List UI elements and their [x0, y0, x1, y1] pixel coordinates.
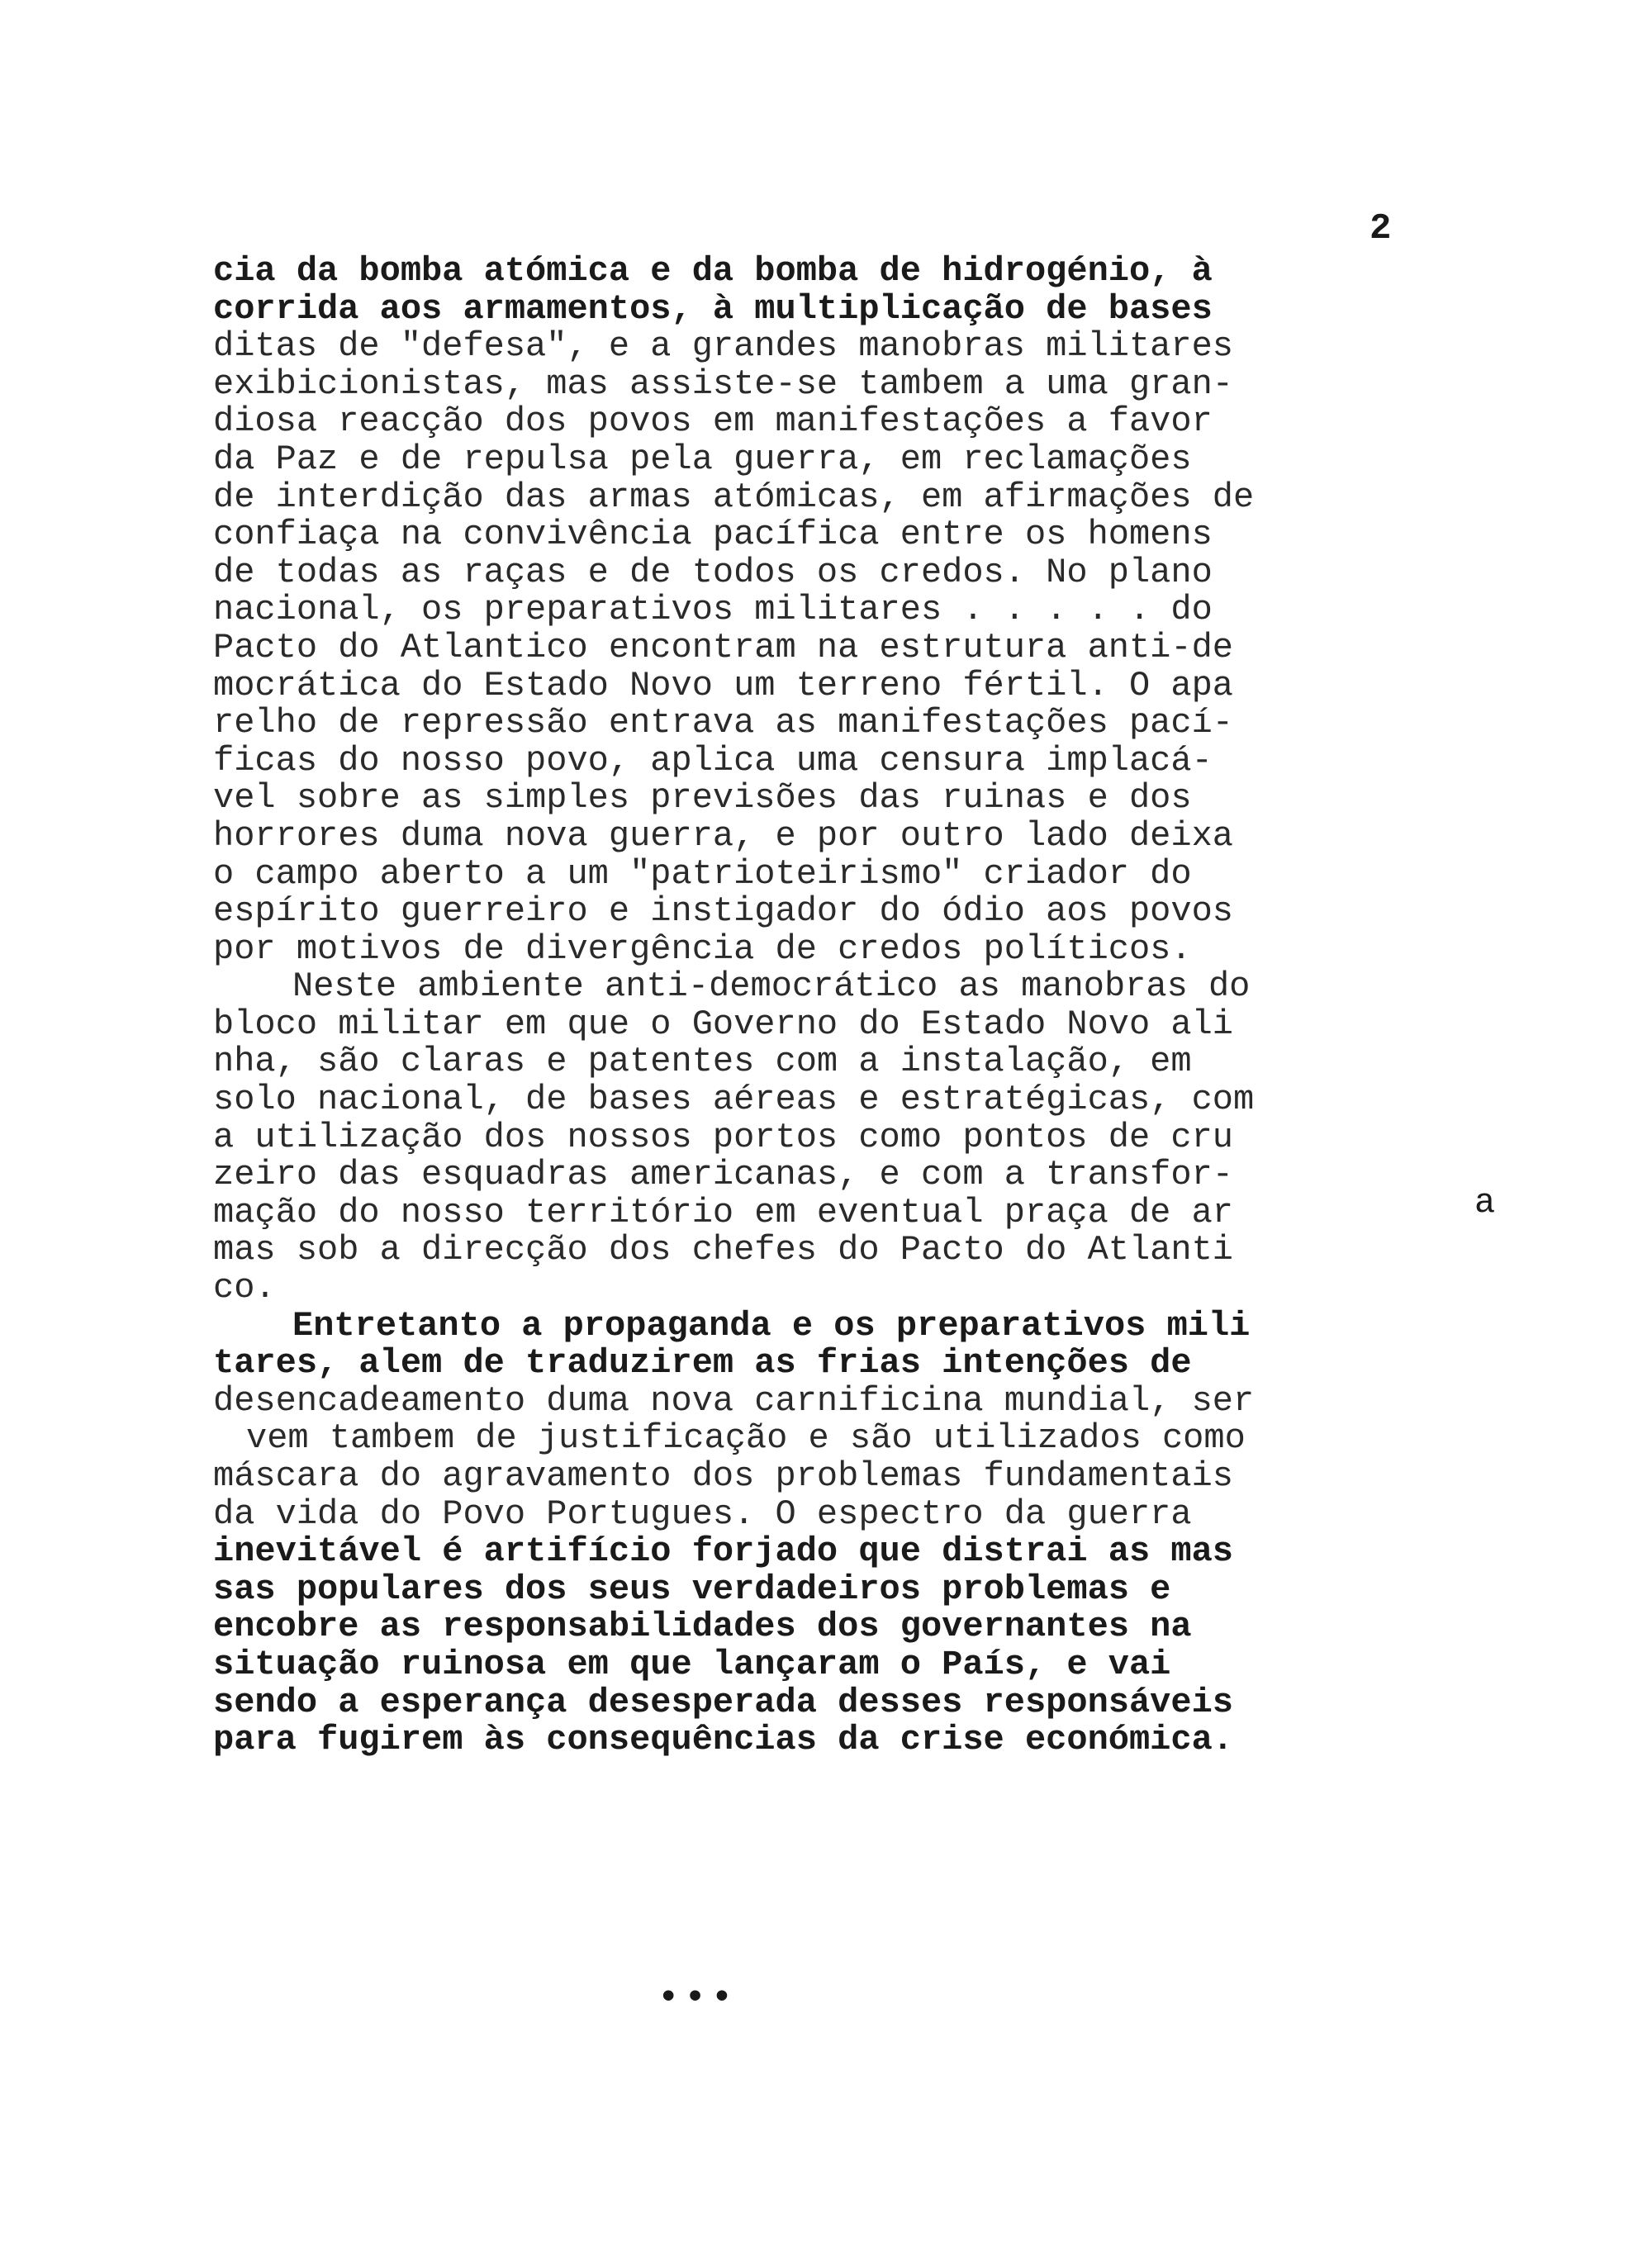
- text-line: sendo a esperança desesperada desses responsáveis: [213, 1682, 1234, 1722]
- text-line: corrida aos armamentos, à multiplicação de bases: [213, 288, 1213, 329]
- text-line: ditas de "defesa", e a grandes manobras militares: [213, 326, 1234, 367]
- text-line: espírito guerreiro e instigador do ódio aos povos: [213, 891, 1234, 932]
- text-line: cia da bomba atómica e da bomba de hidrogénio, à: [213, 251, 1213, 291]
- text-line: para fugirem às consequências da crise económica.: [213, 1720, 1234, 1760]
- text-line: confiaça na convivência pacífica entre os homens: [213, 515, 1213, 555]
- text-line: Neste ambiente anti-democrático as manobras do: [292, 966, 1251, 1007]
- text-line: da vida do Povo Portugues. O espectro da guerra: [213, 1493, 1192, 1534]
- text-line: horrores duma nova guerra, e por outro lado deixa: [213, 815, 1234, 856]
- text-line: o campo aberto a um "patrioteirismo" criador do: [213, 853, 1192, 894]
- margin-note: a: [1474, 1183, 1496, 1223]
- text-line: situação ruinosa em que lançaram o País, e vai: [213, 1644, 1171, 1684]
- text-line: mocrática do Estado Novo um terreno fértil. O apa: [213, 665, 1234, 705]
- text-line: exibicionistas, mas assiste-se tambem a uma gran-: [213, 363, 1234, 404]
- text-line: por motivos de divergência de credos políticos.: [213, 928, 1192, 969]
- text-line: da Paz e de repulsa pela guerra, em reclamações: [213, 439, 1192, 479]
- text-line: desencadeamento duma nova carnificina mundial, ser: [213, 1380, 1255, 1421]
- text-line: Entretanto a propaganda e os preparativos mili: [292, 1305, 1251, 1346]
- text-line: diosa reacção dos povos em manifestações a favor: [213, 401, 1213, 442]
- page-number: 2: [1370, 208, 1392, 249]
- text-line: bloco militar em que o Governo do Estado Novo ali: [213, 1004, 1234, 1044]
- text-line: vem tambem de justificação e são utilizados como: [246, 1418, 1246, 1459]
- text-line: tares, alem de traduzirem as frias intenções de: [213, 1343, 1192, 1384]
- text-line: a utilização dos nossos portos como pontos de cru: [213, 1117, 1234, 1157]
- text-line: zeiro das esquadras americanas, e com a transfor-: [213, 1155, 1234, 1195]
- text-line: sas populares dos seus verdadeiros problemas e: [213, 1569, 1171, 1609]
- text-line: inevitável é artifício forjado que distrai as mas: [213, 1531, 1234, 1572]
- text-line: nha, são claras e patentes com a instalação, em: [213, 1042, 1192, 1082]
- text-line: co.: [213, 1268, 276, 1308]
- text-line: de interdição das armas atómicas, em afirmações de: [213, 477, 1255, 517]
- text-line: mas sob a direcção dos chefes do Pacto do Atlanti: [213, 1230, 1234, 1270]
- text-line: encobre as responsabilidades dos governantes na: [213, 1607, 1192, 1647]
- text-line: relho de repressão entrava as manifestações pací-: [213, 703, 1234, 743]
- typewritten-text-body: [213, 253, 1502, 1759]
- text-line: solo nacional, de bases aéreas e estratégicas, com: [213, 1080, 1255, 1120]
- text-line: de todas as raças e de todos os credos. No plano: [213, 552, 1213, 592]
- text-line: Pacto do Atlantico encontram na estrutura anti-de: [213, 627, 1234, 667]
- end-mark: •••: [657, 1978, 738, 2019]
- text-line: ficas do nosso povo, aplica uma censura implacá-: [213, 740, 1213, 781]
- text-line: mação do nosso território em eventual praça de ar: [213, 1192, 1234, 1232]
- text-line: vel sobre as simples previsões das ruinas e dos: [213, 778, 1192, 819]
- text-line: máscara do agravamento dos problemas fundamentais: [213, 1456, 1234, 1496]
- text-line: nacional, os preparativos militares . . . . . do: [213, 590, 1213, 630]
